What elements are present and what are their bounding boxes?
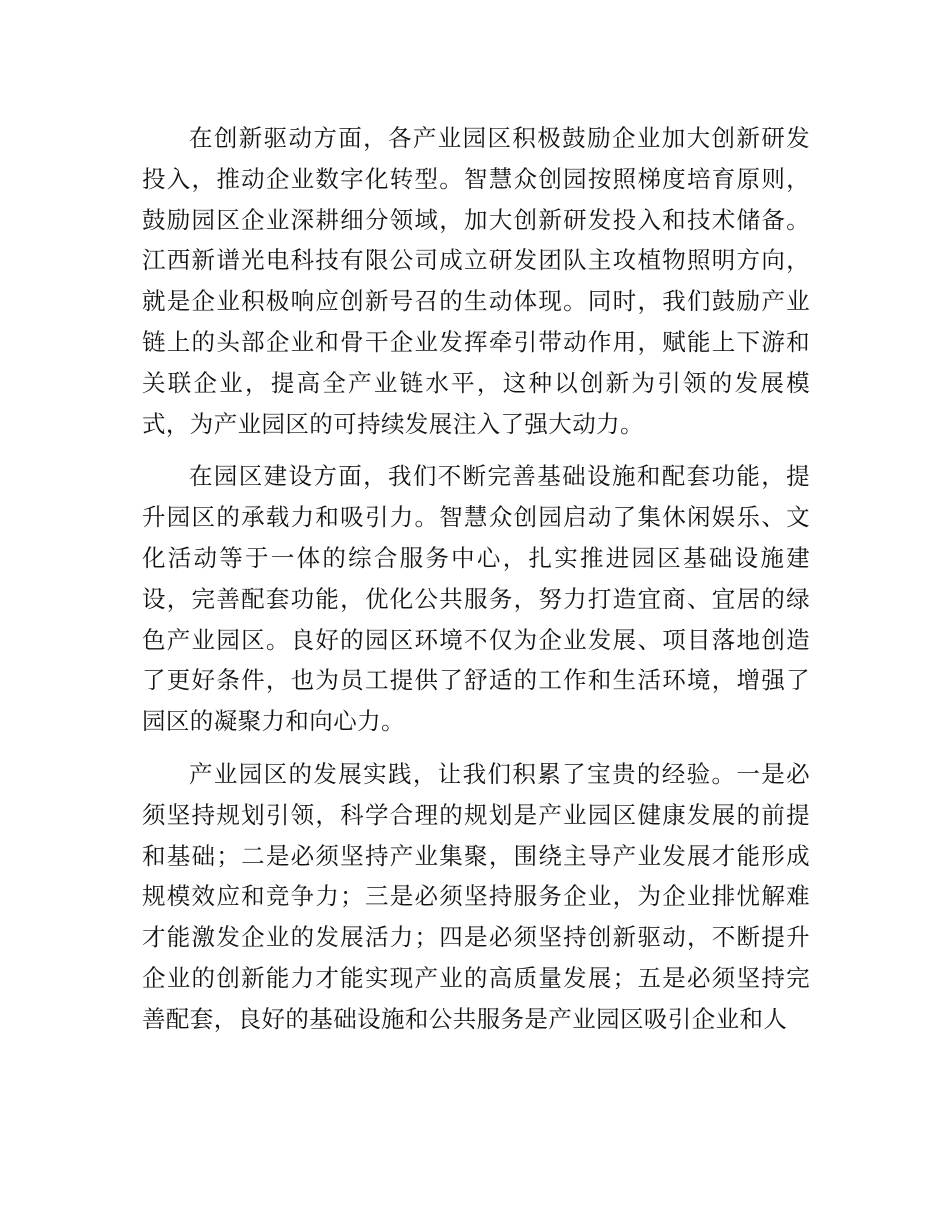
document-body <box>142 118 810 1052</box>
paragraph-park-construction: 在园区建设方面，我们不断完善基础设施和配套功能，提升园区的承载力和吸引力。智慧众创园启动了集休闲娱乐、文化活动等于一体的综合服务中心，扎实推进园区基础设施建设，完善配套功能，优化公共服务，努力打造宜商、宜居的绿色产业园区。良好的园区环境不仅为企业发展、项目落地创造了更好条件，也为员工提供了舒适的工作和生活环境，增强了园区的凝聚力和向心力。 <box>142 462 810 736</box>
paragraph-experience: 产业园区的发展实践，让我们积累了宝贵的经验。一是必须坚持规划引领，科学合理的规划是产业园区健康发展的前提和基础；二是必须坚持产业集聚，围绕主导产业发展才能形成规模效应和竞争力；三是必须坚持服务企业，为企业排忧解难才能激发企业的发展活力；四是必须坚持创新驱动，不断提升企业的创新能力才能实现产业的高质量发展；五是必须坚持完善配套，良好的基础设施和公共服务是产业园区吸引企业和人 <box>142 759 810 1033</box>
paragraph-innovation: 在创新驱动方面，各产业园区积极鼓励企业加大创新研发投入，推动企业数字化转型。智慧众创园按照梯度培育原则，鼓励园区企业深耕细分领域，加大创新研发投入和技术储备。江西新谱光电科技有限公司成立研发团队主攻植物照明方向，就是企业积极响应创新号召的生动体现。同时，我们鼓励产业链上的头部企业和骨干企业发挥牵引带动作用，赋能上下游和关联企业，提高全产业链水平，这种以创新为引领的发展模式，为产业园区的可持续发展注入了强大动力。 <box>142 124 810 438</box>
